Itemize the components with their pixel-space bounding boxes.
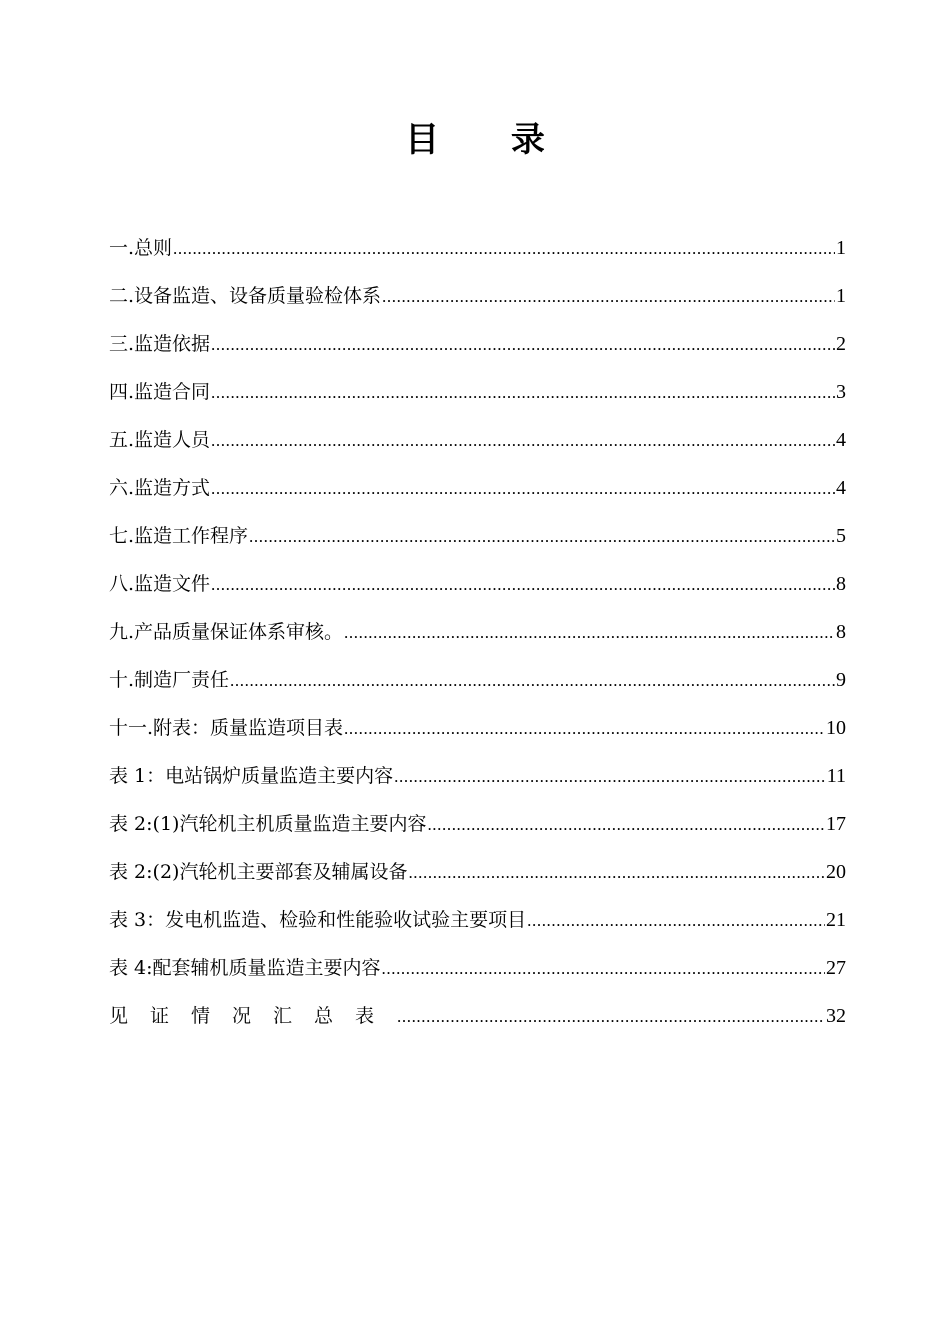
toc-entry-page-number: 8 <box>836 621 846 643</box>
toc-entry-label: 二.设备监造、设备质量验检体系 <box>109 285 382 307</box>
dot-leader <box>211 469 835 509</box>
dot-leader <box>408 853 825 893</box>
toc-entry-page-number: 11 <box>826 765 846 787</box>
toc-entry[interactable] <box>109 516 846 564</box>
toc-entry-label: 十一.附表：质量监造项目表 <box>109 717 344 739</box>
toc-entry-label: 十.制造厂责任 <box>109 669 230 691</box>
toc-entry[interactable] <box>109 612 846 660</box>
toc-entry-page-number: 4 <box>836 477 846 499</box>
toc-entry[interactable] <box>109 852 846 900</box>
dot-leader <box>397 997 825 1037</box>
toc-entry-page-number: 17 <box>826 813 846 835</box>
toc-list <box>109 228 846 1044</box>
toc-entry-page-number: 1 <box>836 285 846 307</box>
dot-leader <box>173 229 835 269</box>
toc-entry-page-number: 27 <box>826 957 846 979</box>
dot-leader <box>211 373 835 413</box>
toc-entry-page-number: 1 <box>836 237 846 259</box>
toc-entry-page-number: 20 <box>826 861 846 883</box>
toc-entry[interactable] <box>109 660 846 708</box>
dot-leader <box>427 805 825 845</box>
toc-entry-label: 四.监造合同 <box>109 381 211 403</box>
toc-entry[interactable] <box>109 372 846 420</box>
toc-entry-page-number: 10 <box>826 717 846 739</box>
toc-entry[interactable] <box>109 468 846 516</box>
toc-entry-page-number: 9 <box>836 669 846 691</box>
dot-leader <box>211 565 835 605</box>
toc-entry[interactable] <box>109 324 846 372</box>
page-title: 目 录 <box>405 120 575 160</box>
dot-leader <box>344 613 835 653</box>
dot-leader <box>344 709 825 749</box>
toc-entry[interactable] <box>109 948 846 996</box>
dot-leader <box>382 277 835 317</box>
toc-entry-label: 六.监造方式 <box>109 477 211 499</box>
toc-entry-label: 三.监造依据 <box>109 333 211 355</box>
dot-leader <box>230 661 835 701</box>
toc-entry[interactable] <box>109 996 846 1044</box>
toc-entry-label: 表 2:(2)汽轮机主要部套及辅属设备 <box>109 861 408 883</box>
dot-leader <box>211 325 835 365</box>
toc-entry-label: 九.产品质量保证体系审核。 <box>109 621 344 643</box>
toc-entry-page-number: 3 <box>836 381 846 403</box>
toc-entry[interactable] <box>109 276 846 324</box>
toc-entry[interactable] <box>109 756 846 804</box>
toc-entry[interactable] <box>109 804 846 852</box>
dot-leader <box>211 421 835 461</box>
dot-leader <box>249 517 835 557</box>
toc-entry-page-number: 32 <box>826 1005 846 1027</box>
toc-entry-page-number: 2 <box>836 333 846 355</box>
dot-leader <box>382 949 825 989</box>
toc-entry-label: 八.监造文件 <box>109 573 211 595</box>
toc-entry-label: 五.监造人员 <box>109 429 211 451</box>
dot-leader <box>527 901 825 941</box>
toc-entry-label: 表 1：电站锅炉质量监造主要内容 <box>109 765 394 787</box>
toc-entry[interactable] <box>109 900 846 948</box>
toc-entry[interactable] <box>109 228 846 276</box>
toc-entry-page-number: 4 <box>836 429 846 451</box>
dot-leader <box>394 757 826 797</box>
toc-entry-page-number: 5 <box>836 525 846 547</box>
toc-entry-label: 表 3：发电机监造、检验和性能验收试验主要项目 <box>109 909 527 931</box>
toc-entry-page-number: 21 <box>826 909 846 931</box>
toc-entry[interactable] <box>109 708 846 756</box>
toc-entry[interactable] <box>109 420 846 468</box>
toc-entry-label: 一.总则 <box>109 237 173 259</box>
toc-entry-page-number: 8 <box>836 573 846 595</box>
toc-entry-label: 表 4:配套辅机质量监造主要内容 <box>109 957 381 979</box>
toc-entry-label: 见证情况汇总表 <box>109 1005 397 1027</box>
toc-entry-label: 七.监造工作程序 <box>109 525 249 547</box>
toc-entry-label: 表 2:(1)汽轮机主机质量监造主要内容 <box>109 813 427 835</box>
toc-entry[interactable] <box>109 564 846 612</box>
